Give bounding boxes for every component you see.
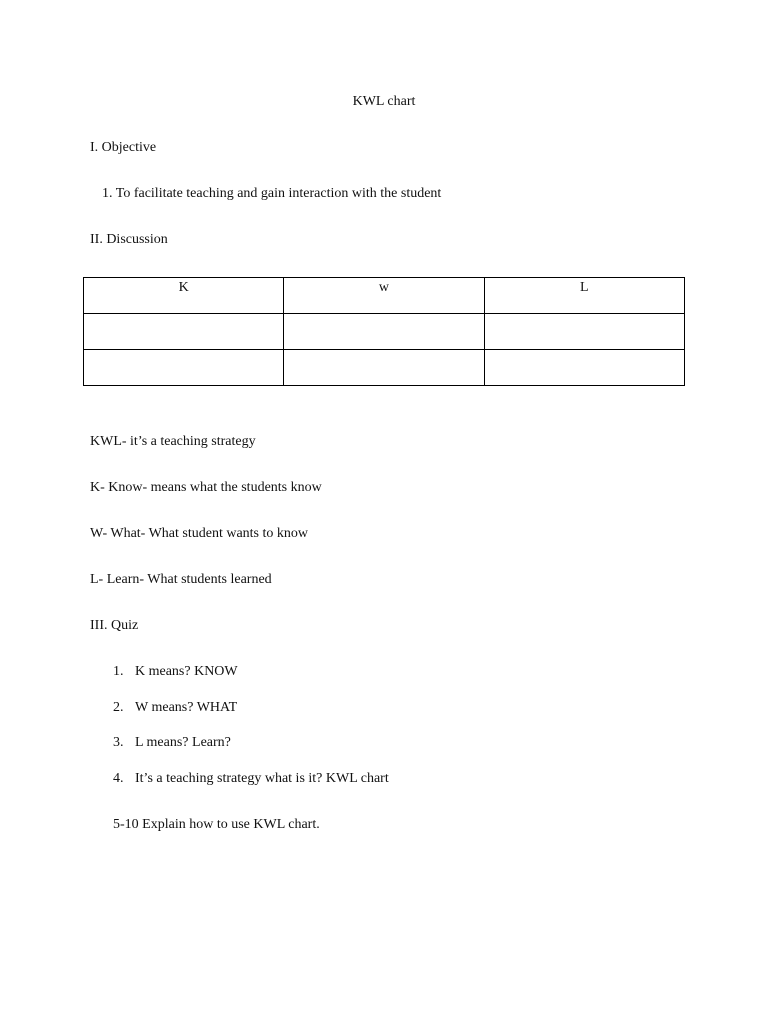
table-header-label-k: K <box>178 280 189 295</box>
table-header-cell-k <box>84 278 284 314</box>
kwl-table <box>83 277 685 386</box>
objective-item: 1. To facilitate teaching and gain interaction with the student <box>102 186 442 201</box>
quiz-item-number: 2. <box>113 700 124 715</box>
quiz-item-3 <box>113 735 231 751</box>
discussion-heading: II. Discussion <box>90 232 168 247</box>
table-cell <box>284 314 484 350</box>
table-row <box>84 350 685 386</box>
table-header-label-l: L <box>580 280 589 295</box>
quiz-final-item: 5-10 Explain how to use KWL chart. <box>113 817 320 832</box>
quiz-item-text: L means? Learn? <box>135 735 231 750</box>
definition-w: W- What- What student wants to know <box>90 526 308 541</box>
definition-k: K- Know- means what the students know <box>90 480 322 495</box>
table-cell <box>484 350 684 386</box>
quiz-item-number: 1. <box>113 664 124 679</box>
quiz-item-text: W means? WHAT <box>135 700 238 715</box>
table-cell <box>284 350 484 386</box>
quiz-item-2 <box>113 700 237 716</box>
table-row <box>84 314 685 350</box>
table-cell <box>84 314 284 350</box>
table-cell <box>484 314 684 350</box>
table-header-label-w: w <box>378 280 390 295</box>
quiz-item-number: 3. <box>113 735 124 750</box>
quiz-heading: III. Quiz <box>90 618 139 633</box>
definition-kwl: KWL- it’s a teaching strategy <box>90 434 256 449</box>
table-header-cell-l <box>484 278 684 314</box>
quiz-item-1 <box>113 664 238 680</box>
table-header-row <box>84 278 685 314</box>
quiz-item-text: K means? KNOW <box>135 664 238 679</box>
definition-l: L- Learn- What students learned <box>90 572 272 587</box>
objective-heading: I. Objective <box>90 140 157 155</box>
page-title: KWL chart <box>352 94 416 109</box>
table-cell <box>84 350 284 386</box>
table-header-cell-w <box>284 278 484 314</box>
quiz-item-4 <box>113 771 389 787</box>
quiz-item-number: 4. <box>113 771 124 786</box>
quiz-item-text: It’s a teaching strategy what is it? KWL chart <box>135 771 389 786</box>
